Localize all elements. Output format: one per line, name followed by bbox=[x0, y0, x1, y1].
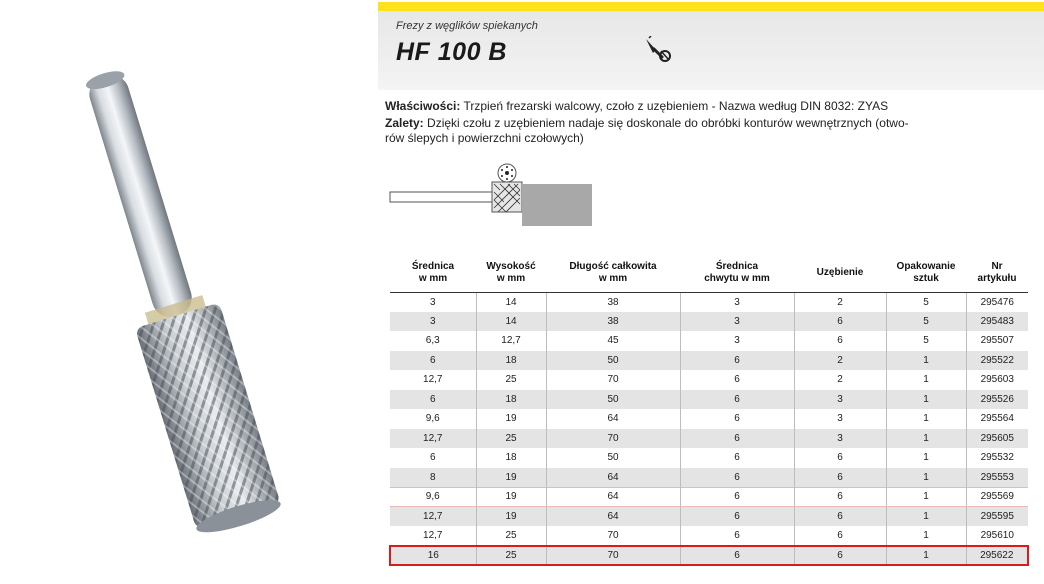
cell-total-length: 50 bbox=[546, 351, 680, 371]
cell-height: 19 bbox=[476, 468, 546, 488]
table-row bbox=[390, 370, 1028, 390]
cell-diameter: 6 bbox=[390, 351, 476, 371]
cell-height: 18 bbox=[476, 448, 546, 468]
cell-package: 1 bbox=[886, 429, 966, 449]
table-row bbox=[390, 390, 1028, 410]
cell-height: 25 bbox=[476, 370, 546, 390]
drill-tool-icon bbox=[642, 36, 674, 64]
cell-total-length: 70 bbox=[546, 526, 680, 546]
cell-shank-diameter: 3 bbox=[680, 331, 794, 351]
cell-total-length: 38 bbox=[546, 292, 680, 312]
cell-toothing: 3 bbox=[794, 409, 886, 429]
cell-article-number: 295526 bbox=[966, 390, 1028, 410]
cell-toothing: 3 bbox=[794, 390, 886, 410]
cell-total-length: 64 bbox=[546, 468, 680, 488]
cell-package: 5 bbox=[886, 331, 966, 351]
cell-diameter: 6,3 bbox=[390, 331, 476, 351]
table-row bbox=[390, 487, 1028, 507]
properties-text: Trzpień frezarski walcowy, czoło z uzębieniem - Nazwa według DIN 8032: ZYAS bbox=[463, 99, 889, 113]
cell-shank-diameter: 6 bbox=[680, 487, 794, 507]
cell-article-number: 295522 bbox=[966, 351, 1028, 371]
cell-diameter: 12,7 bbox=[390, 370, 476, 390]
advantages-line-2 bbox=[385, 130, 584, 146]
cell-toothing: 6 bbox=[794, 487, 886, 507]
header-shank-diameter: Średnica chwytu w mm bbox=[680, 254, 794, 292]
cell-article-number: 295564 bbox=[980, 413, 1014, 425]
cell-toothing: 6 bbox=[794, 507, 886, 527]
table-row bbox=[390, 526, 1028, 546]
cell-article-number: 295532 bbox=[980, 452, 1014, 464]
cell-package: 1 bbox=[886, 390, 966, 410]
table-row bbox=[390, 351, 1028, 371]
cell-diameter: 3 bbox=[390, 312, 476, 332]
table-row bbox=[390, 331, 1028, 351]
product-category: Frezy z węglików spiekanych bbox=[396, 20, 538, 32]
cell-article-number: 295476 bbox=[980, 296, 1014, 308]
properties-line bbox=[385, 98, 888, 114]
advantages-label: Zalety: bbox=[385, 116, 424, 130]
cell-toothing: 6 bbox=[794, 331, 886, 351]
cell-total-length: 70 bbox=[546, 429, 680, 449]
specification-table bbox=[389, 254, 1029, 566]
cell-shank-diameter: 3 bbox=[680, 292, 794, 312]
cell-package: 1 bbox=[886, 487, 966, 507]
advantages-line bbox=[385, 115, 909, 131]
cell-toothing: 2 bbox=[794, 351, 886, 371]
cell-height: 25 bbox=[476, 429, 546, 449]
cell-diameter: 3 bbox=[390, 292, 476, 312]
cell-package: 1 bbox=[886, 468, 966, 488]
cell-height: 14 bbox=[476, 292, 546, 312]
cell-toothing: 6 bbox=[794, 526, 886, 546]
header-article-number: Nr artykułu bbox=[966, 254, 1028, 292]
table-row bbox=[390, 468, 1028, 488]
cell-diameter: 12,7 bbox=[390, 507, 476, 527]
cell-article-number: 295553 bbox=[966, 468, 1028, 488]
advantages-text-continued: rów ślepych i powierzchni czołowych) bbox=[385, 131, 584, 145]
cell-total-length: 70 bbox=[546, 370, 680, 390]
cell-shank-diameter: 6 bbox=[680, 429, 794, 449]
product-photo bbox=[0, 0, 370, 584]
cell-article-number: 295610 bbox=[980, 529, 1014, 541]
cell-diameter: 8 bbox=[390, 468, 476, 488]
cell-shank-diameter: 6 bbox=[680, 468, 794, 488]
table-row bbox=[390, 409, 1028, 429]
cell-toothing: 6 bbox=[794, 546, 886, 566]
table-row bbox=[390, 292, 1028, 312]
cell-shank-diameter: 6 bbox=[680, 370, 794, 390]
header-height: Wysokość w mm bbox=[476, 254, 546, 292]
cell-diameter: 12,7 bbox=[390, 429, 476, 449]
cell-package: 1 bbox=[886, 526, 966, 546]
cell-height: 25 bbox=[476, 546, 546, 566]
cell-package: 1 bbox=[886, 546, 966, 566]
cell-total-length: 50 bbox=[546, 448, 680, 468]
table-row bbox=[390, 312, 1028, 332]
cell-total-length: 38 bbox=[546, 312, 680, 332]
cell-diameter: 12,7 bbox=[390, 526, 476, 546]
cell-package: 1 bbox=[886, 351, 966, 371]
cell-total-length: 70 bbox=[546, 546, 680, 566]
cell-article-number: 295483 bbox=[966, 312, 1028, 332]
cell-height: 19 bbox=[476, 409, 546, 429]
cell-diameter: 6 bbox=[390, 448, 476, 468]
cell-shank-diameter: 3 bbox=[680, 312, 794, 332]
advantages-text: Dzięki czołu z uzębieniem nadaje się doskonale do obróbki konturów wewnętrznych (otwo- bbox=[427, 116, 909, 130]
cell-total-length: 64 bbox=[546, 409, 680, 429]
cell-total-length: 64 bbox=[546, 507, 680, 527]
properties-label: Właściwości: bbox=[385, 99, 461, 113]
cell-package: 1 bbox=[886, 507, 966, 527]
cell-shank-diameter: 6 bbox=[680, 507, 794, 527]
cell-diameter: 9,6 bbox=[390, 487, 476, 507]
table-row bbox=[390, 546, 1028, 566]
cell-shank-diameter: 6 bbox=[680, 526, 794, 546]
cell-diameter: 9,6 bbox=[390, 409, 476, 429]
cell-package: 5 bbox=[886, 312, 966, 332]
cell-diameter: 16 bbox=[390, 546, 476, 566]
header-accent-stripe bbox=[378, 2, 1044, 11]
cell-toothing: 3 bbox=[794, 429, 886, 449]
tool-schematic bbox=[380, 160, 600, 230]
cell-toothing: 6 bbox=[794, 312, 886, 332]
header-diameter: Średnica w mm bbox=[390, 254, 476, 292]
product-title: HF 100 B bbox=[396, 38, 507, 66]
cell-height: 18 bbox=[476, 351, 546, 371]
header-toothing: Uzębienie bbox=[794, 254, 886, 292]
cell-article-number: 295569 bbox=[966, 487, 1028, 507]
header-package: Opakowanie sztuk bbox=[886, 254, 966, 292]
table-row bbox=[390, 448, 1028, 468]
header-total-length: Długość całkowita w mm bbox=[546, 254, 680, 292]
cell-package: 1 bbox=[886, 448, 966, 468]
cell-toothing: 6 bbox=[794, 468, 886, 488]
cell-toothing: 2 bbox=[794, 370, 886, 390]
cell-diameter: 6 bbox=[390, 390, 476, 410]
table-header-row bbox=[390, 254, 1028, 292]
cell-shank-diameter: 6 bbox=[680, 546, 794, 566]
cell-height: 18 bbox=[476, 390, 546, 410]
cell-article-number: 295605 bbox=[966, 429, 1028, 449]
cell-height: 19 bbox=[476, 507, 546, 527]
cell-package: 1 bbox=[886, 409, 966, 429]
cell-total-length: 45 bbox=[546, 331, 680, 351]
cell-article-number: 295622 bbox=[966, 546, 1028, 566]
cell-total-length: 50 bbox=[546, 390, 680, 410]
cell-shank-diameter: 6 bbox=[680, 409, 794, 429]
cell-shank-diameter: 6 bbox=[680, 390, 794, 410]
table-row bbox=[390, 429, 1028, 449]
cell-shank-diameter: 6 bbox=[680, 448, 794, 468]
cell-height: 25 bbox=[476, 526, 546, 546]
cell-toothing: 6 bbox=[794, 448, 886, 468]
cell-article-number: 295603 bbox=[980, 374, 1014, 386]
cell-article-number: 295595 bbox=[966, 507, 1028, 527]
cell-total-length: 64 bbox=[546, 487, 680, 507]
cell-height: 14 bbox=[476, 312, 546, 332]
cell-package: 5 bbox=[886, 292, 966, 312]
cell-article-number: 295507 bbox=[980, 335, 1014, 347]
cell-height: 12,7 bbox=[476, 331, 546, 351]
cell-shank-diameter: 6 bbox=[680, 351, 794, 371]
cell-package: 1 bbox=[886, 370, 966, 390]
table-row bbox=[390, 507, 1028, 527]
cell-height: 19 bbox=[476, 487, 546, 507]
cell-toothing: 2 bbox=[794, 292, 886, 312]
